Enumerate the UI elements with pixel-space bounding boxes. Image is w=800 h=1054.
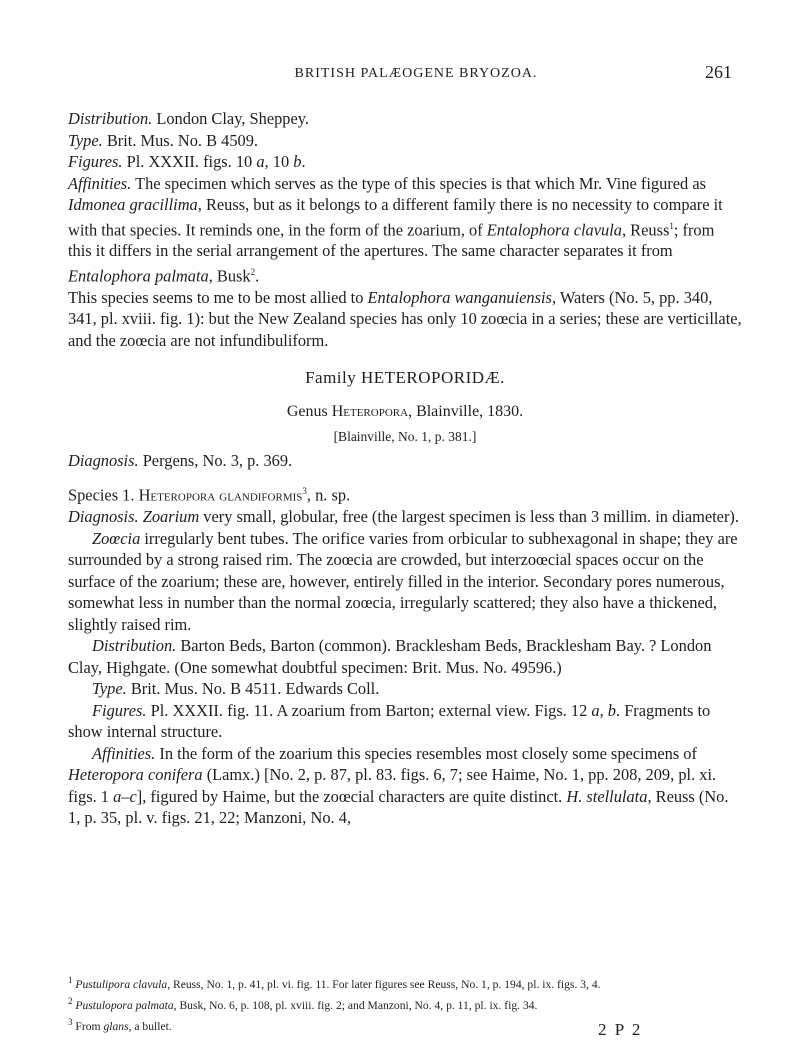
diagnosis-text: very small, globular, free (the largest specimen is less than 3 millim. in diameter). [199,507,739,527]
affinities-text: ; from this it differs in the serial arrangement of the apertures. The same character separates it from [68,219,715,261]
zooecia-text: irregularly bent tubes. The orifice varies from orbicular to subhexagonal in shape; they are surrounded by a strong raised rim. The zoœcia are crowded, but interzoœcial spaces occur on the surface of the zoarium; these are, however, entirely filled in the interior. Secondary pores numerous, somewhat less in number than the normal zoœcia, irregularly scattered; they also have a thickened, slightly raised rim. [68,528,738,634]
affinities-paragraph [68,173,742,287]
affinities-label: Affinities. [92,743,156,763]
figures-text: . [301,152,306,171]
figures-paragraph [68,151,742,173]
footnote-word: glans [103,1019,129,1033]
taxon-name: Entalophora palmata [68,266,209,286]
figure-letter: b [607,700,616,720]
footnote-number: 3 [68,1016,73,1027]
figure-letter: a–c [113,786,137,806]
figures-text: Pl. XXXII. figs. 10 [122,152,257,171]
distribution-text: Barton Beds, Barton (common). Bracklesham Beds, Bracklesham Bay. ? London Clay, Highgate. (One somewhat doubtful specimen: Brit. Mus. No. 49596.) [68,636,712,677]
taxon-name: Pustulipora clavula [75,977,168,991]
footnote-marker: 2 [250,266,256,277]
family-heading: Family HETEROPORIDÆ. [305,368,505,388]
diagnosis-label: Diagnosis. [68,450,139,470]
taxon-name: Pustulopora palmata [75,998,174,1012]
taxon-name: Entalophora clavula [486,219,622,239]
body-text [68,108,742,829]
affinities-text: . [255,266,260,286]
figures-text: . Fragments to show internal structure. [68,700,711,742]
species-prefix: Species 1. [68,485,139,505]
affinities-text: (Lamx.) [No. 2, p. 87, pl. 83. figs. 6, 7; see Haime, No. 1, pp. 208, 209, pl. xi. figs. 1 [68,765,717,806]
species-diagnosis [68,506,742,528]
footnote-marker: 1 [669,220,674,231]
distribution-text: London Clay, Sheppey. [152,109,310,128]
species-suffix: , n. sp. [306,485,351,505]
affinities-text: , Busk [208,266,251,286]
taxon-name: Entalophora wanganuiensis [367,287,552,307]
signature-mark: 2 P 2 [598,1020,643,1039]
zooecia-label: Zoœcia [92,528,141,548]
taxon-name: H. stellulata [566,786,648,806]
type-text: Brit. Mus. No. B 4509. [102,130,259,150]
affinities-text: , Reuss, but as it belongs to a different family there is no necessity to compare it with that species. It reminds one, in the form of the zoarium, of [68,195,723,239]
type-text: Brit. Mus. No. B 4511. Edwards Coll. [126,679,380,699]
affinities-text: , Reuss [621,219,670,239]
footnote-number: 1 [68,975,73,985]
figures-label: Figures. [92,700,147,720]
type-label: Type. [92,679,127,699]
figures-text: , 10 [264,152,294,171]
genus-reference: [Blainville, No. 1, p. 381.] [333,429,477,445]
allied-text: , Waters (No. 5, pp. 340, 341, pl. xviii. fig. 1): but the New Zealand species has only 10 zoœcia in a series; these are verticillate, and the zoœcia are not infundibuliform. [68,287,742,350]
allied-paragraph [68,287,742,352]
zoarium-label: Zoarium [142,507,200,527]
genus-heading [68,401,742,423]
footnote-text: , Reuss, No. 1, p. 41, pl. vi. fig. 11. For later figures see Reuss, No. 1, p. 194, pl. ix. figs. 3, 4. [167,977,601,991]
footnote-number: 2 [68,995,73,1006]
distribution-label: Distribution. [92,636,177,656]
figures-paragraph-2 [68,700,742,743]
figure-letter: b [293,152,302,171]
diagnosis-label: Diagnosis. [68,507,139,527]
taxon-name: Idmonea gracillima [68,195,198,214]
affinities-text: , Reuss (No. 1, p. 35, pl. v. figs. 21, 22; Manzoni, No. 4, [68,786,729,828]
genus-name: Heteropora [331,402,409,420]
figures-text: Pl. XXXII. fig. 11. A zoarium from Barton; external view. Figs. 12 [146,700,592,720]
taxon-name: Heteropora conifera [68,765,203,785]
affinities-text: ], figured by Haime, but the zoœcial characters are quite distinct. [136,786,567,806]
footnote-marker: 3 [302,486,307,497]
distribution-paragraph-2 [68,635,742,678]
genus-suffix: , Blainville, 1830. [408,402,524,420]
type-paragraph [68,130,742,152]
page-number: 261 [705,62,732,82]
zooecia-paragraph [68,528,742,636]
page-header [100,62,732,90]
diagnosis-text: Pergens, No. 3, p. 369. [138,450,293,470]
figure-letter: a [591,700,600,720]
allied-text: This species seems to me to be most allied to [68,287,368,307]
footnote-text: , Busk, No. 6, p. 108, pl. xviii. fig. 2; and Manzoni, No. 4, p. 11, pl. ix. fig. 34. [173,998,538,1012]
running-head: BRITISH PALÆOGENE BRYOZOA. [294,66,538,81]
type-label: Type. [68,130,103,150]
species-heading [68,481,742,506]
genus-prefix: Genus [286,402,332,420]
affinities-text: The specimen which serves as the type of this species is that which Mr. Vine figured as [131,173,706,193]
genus-diagnosis [68,450,742,472]
footnote-1 [68,972,742,993]
figures-label: Figures. [68,152,123,171]
distribution-paragraph [68,108,742,130]
affinities-text: In the form of the zoarium this species resembles most closely some specimens of [155,743,697,763]
type-paragraph-2 [68,678,742,700]
figures-text: , [599,700,608,720]
footnote-text: , a bullet. [128,1019,172,1033]
affinities-label: Affinities. [68,173,132,193]
figure-letter: a [256,152,265,171]
species-name: Heteropora glandiformis [138,485,303,505]
distribution-label: Distribution. [68,109,153,128]
affinities-paragraph-2 [68,743,742,829]
footnote-text: From [75,1019,104,1033]
footnote-2 [68,993,742,1014]
